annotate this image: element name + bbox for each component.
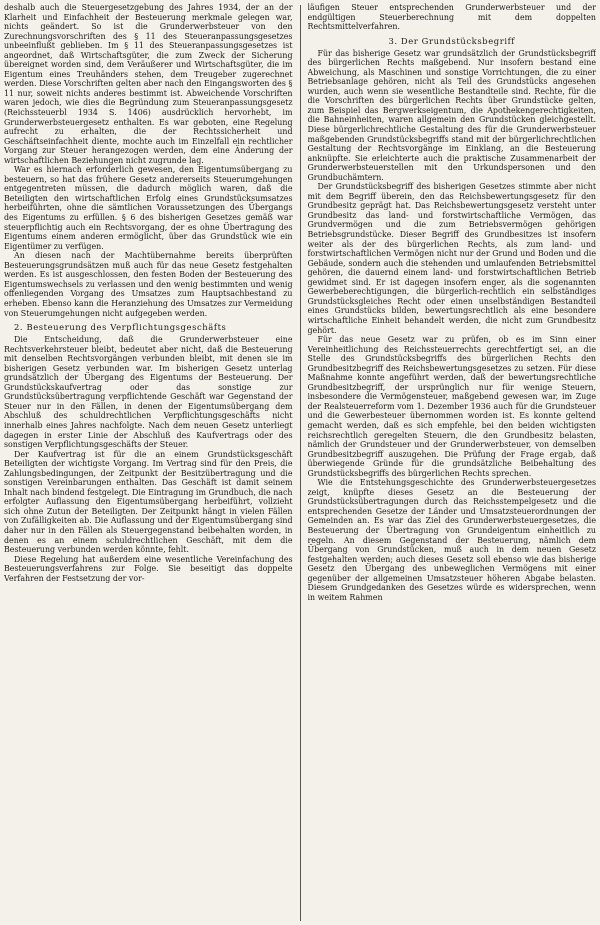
paragraph: Für das neue Gesetz war zu prüfen, ob es im Sinn einer Vereinheitlichung des Reichssteuerrechts gerechtfertigt sei, an die Stelle des Grundstücksbegriffs des bürgerlichen Rechts den Grundbesitzbegriff des Reichsbewertungsgesetzes zu setzen. Für diese Maßnahme konnte angeführt werden, daß der bewertungsrechtliche Grundbesitzbegriff, der ursprünglich nur für wenige Steuern, insbesondere die Vermögensteuer, maßgebend gewesen war, im Zuge der Realsteuerreform vom 1. Dezember 1936 auch für die Grundsteuer und die Gewerbesteuer übernommen worden ist. Es konnte geltend gemacht werden, daß es sich empfehle, bei den beiden wichtigsten reichsrechtlich geregelten Steuern, die den Grundbesitz belasten, nämlich der Grundsteuer und der Grunderwerbsteuer, von demselben Grundbesitzbegriff auszugehen. Die Prüfung der Frage ergab, daß überwiegende Gründe für die grundsätzliche Beibehaltung des Grundstücksbegriffs des bürgerlichen Rechts sprechen. xyxy=(307,335,596,478)
section-heading: 2. Besteuerung des Verpflichtungsgeschäfts xyxy=(14,322,227,333)
paragraph: läufigen Steuer entsprechenden Grunderwerbsteuer und der endgültigen Steuerberechnung mit dem doppelten Rechtsmittelverfahren. xyxy=(307,3,596,32)
section-heading: 3. Der Grundstücksbegriff xyxy=(388,35,515,46)
paragraph: Der Kaufvertrag ist für die an einem Grundstücksgeschäft Beteiligten der wichtigste Vorgang. Im Vertrag sind für den Preis, die Zahlungsbedingungen, der Zeitpunkt der Besitzübertragung und die sonstigen Vereinbarungen enthalten. Das Geschäft ist damit seinem Inhalt nach bindend festgelegt. Die Eintragung im Grundbuch, die nach erfolgter Auflassung den Eigentumsübergang herbeiführt, vollzieht sich ohne Zutun der Beteiligten. Der Zeitpunkt hängt in vielen Fällen von Zufälligkeiten ab. Die Auflassung und der Eigentumsübergang sind daher nur in den Fällen als Steuergegenstand beibehalten worden, in denen es an einem schuldrechtlichen Geschäft, mit dem die Besteuerung verbunden werden könnte, fehlt. xyxy=(4,449,293,555)
paragraph: An diesen nach der Machtübernahme bereits überprüften Besteuerungsgrundsätzen muß auch für das neue Gesetz festgehalten werden. Es ist ausgeschlossen, den festen Boden der Besteuerung des Eigentumswechsels zu verlassen und den wenig bestimmten und wenig offenliegenden Vorgang des Umsatzes zum Hauptsachbestand zu erheben. Ebenso kann die Heranziehung des Umsatzes zur Vermeidung von Steuerumgehungen nicht aufgegeben werden. xyxy=(4,251,293,318)
paragraph: Die Entscheidung, daß die Grunderwerbsteuer eine Rechtsverkehrsteuer bleibt, bedeutet aber nicht, daß die Besteuerung mit denselben Rechtsvorgängen verbunden bleibt, mit denen sie im bisherigen Gesetz verbunden war. Im bisherigen Gesetz unterlag grundsätzlich der Übergang des Eigentums der Besteuerung. Der Grundstückskaufvertrag oder das sonstige zur Grundstücksübertragung verpflichtende Geschäft war Gegenstand der Steuer nur in den Fällen, in denen der Eigentumsübergang dem Abschluß des schuldrechtlichen Verpflichtungsgeschäfts nicht innerhalb eines Jahres nachfolgte. Nach dem neuen Gesetz unterliegt dagegen in erster Linie der Abschluß des Kaufvertrags oder des sonstigen Verpflichtungsgeschäfts der Steuer. xyxy=(4,335,293,450)
paragraph: Der Grundstücksbegriff des bisherigen Gesetzes stimmte aber nicht mit dem Begriff überein, den das Reichsbewertungsgesetz für den Grundbesitz geprägt hat. Das Reichsbewertungsgesetz versteht unter Grundbesitz das land- und forstwirtschaftliche Vermögen, das Grundvermögen und die zum Betriebsvermögen gehörigen Betriebsgrundstücke. Dieser Begriff des Grundbesitzes ist insofern weiter als der des bürgerlichen Rechts, als zum land- und forstwirtschaftlichen Vermögen nicht nur der Grund und Boden und die Gebäude, sondern auch die stehenden und umlaufenden Betriebsmittel gehören, die dauernd einem land- und forstwirtschaftlichen Betrieb gewidmet sind. Er ist dagegen insofern enger, als die sogenannten Gewerbeberechtigungen, die bürgerlich-rechtlich ein selbständiges Grundstücksgleiches Recht oder einen unselbständigen Bestandteil eines Grundstücks bilden, bewertungsrechtlich als eine besondere wirtschaftliche Einheit behandelt werden, die nicht zum Grundbesitz gehört. xyxy=(307,182,596,335)
left-column xyxy=(4,3,293,923)
right-column xyxy=(308,3,597,923)
paragraph: deshalb auch die Steuergesetzgebung des Jahres 1934, der an der Klarheit und Einfachheit der Besteuerung merkmale gelegen war, nichts geändert. So ist die Grunderwerbsteuer von den Zurechnungsvorschriften des § 11 des Steueranpassungsgesetzes unbeeinflußt geblieben. Im § 11 des Steueranpassungsgesetzes ist angeordnet, daß Wirtschaftsgüter, die zum Zweck der Sicherung übereignet worden sind, dem Veräußerer und Wirtschaftsgüter, die im Eigentum eines Treuhänders stehen, dem Treugeber zugerechnet werden. Diese Vorschriften gelten aber nach den Eingangsworten des § 11 nur, soweit nichts anderes bestimmt ist. Abweichende Vorschriften waren jedoch, wie dies die Begründung zum Steueranpassungsgesetz (Reichssteuerbl 1934 S. 1406) ausdrücklich hervorhebt, im Grunderwerbsteuergesetz enthalten. Es war geboten, eine Regelung aufrecht zu erhalten, die der Rechtssicherheit und Geschäftseinfachheit diente, mochte auch im Einzelfall ein rechtlicher Vorgang zur Steuer herangezogen werden, dem eine Änderung der wirtschaftlichen Beziehungen nicht zugrunde lag. xyxy=(4,3,293,165)
paragraph: War es hiernach erforderlich gewesen, den Eigentumsübergang zu besteuern, so hat das frühere Gesetz andererseits Steuerumgehungen entgegentreten müssen, die dadurch möglich waren, daß die Beteiligten den wirtschaftlichen Erfolg eines Grundstücksumsatzes herbeiführten, ohne die sämtlichen Voraussetzungen des Übergangs des Eigentums zu erfüllen. § 6 des bisherigen Gesetzes gemäß war steuerpflichtig auch ein Rechtsvorgang, der es ohne Übertragung des Eigentums einem anderen ermöglicht, über das Grundstück wie ein Eigentümer zu verfügen. xyxy=(4,165,293,251)
paragraph: Für das bisherige Gesetz war grundsätzlich der Grundstücksbegriff des bürgerlichen Rechts maßgebend. Nur insofern bestand eine Abweichung, als Maschinen und sonstige Vorrichtungen, die zu einer Betriebsanlage gehören, nicht als Teil des Grundstücks angesehen wurden, auch wenn sie wesentliche Bestandteile sind. Rechte, für die die Vorschriften des bürgerlichen Rechts über Grundstücke gelten, zum Beispiel das Bergwerkseigentum, die Apothekengerechtigkeiten, die Bahneinheiten, waren allgemein den Grundstücken gleichgestellt. Diese bürgerlichrechtliche Gestaltung des für die Grunderwerbsteuer maßgebenden Grundstücksbegriffs stand mit der bürgerlichrechtlichen Gestaltung der Rechtsvorgänge im Einklang, an die Besteuerung anknüpfte. Sie erleichterte auch die praktische Zusammenarbeit der Grunderwerbsteuerstellen mit den Urkundspersonen und den Grundbuchämtern. xyxy=(307,48,596,182)
paragraph: Diese Regelung hat außerdem eine wesentliche Vereinfachung des Besteuerungsverfahrens zur Folge. Sie beseitigt das doppelte Verfahren der Festsetzung der vor- xyxy=(4,554,293,583)
paragraph: Wie die Entstehungsgeschichte des Grunderwerbsteuergesetzes zeigt, knüpfte dieses Gesetz an die Besteuerung der Grundstücksübertragungen durch das Reichsstempelgesetz und die entsprechenden Gesetze der Länder und Umsatzsteuerordnungen der Gemeinden an. Es war das Ziel des Grunderwerbsteuergesetzes, die Besteuerung der Übertragung von Grundeigentum einheitlich zu regeln. An diesem Gegenstand der Besteuerung, nämlich dem Übergang von Grundstücken, muß auch in dem neuen Gesetz festgehalten werden; auch dieses Gesetz soll ebenso wie das bisherige Gesetz den Übergang des unbeweglichen Vermögens mit einer gegenüber der allgemeinen Umsatzsteuer höheren Abgabe belasten. Diesem Grundgedanken des Gesetzes würde es widersprechen, wenn in weitem Rahmen xyxy=(307,478,596,602)
column-divider xyxy=(300,5,301,921)
